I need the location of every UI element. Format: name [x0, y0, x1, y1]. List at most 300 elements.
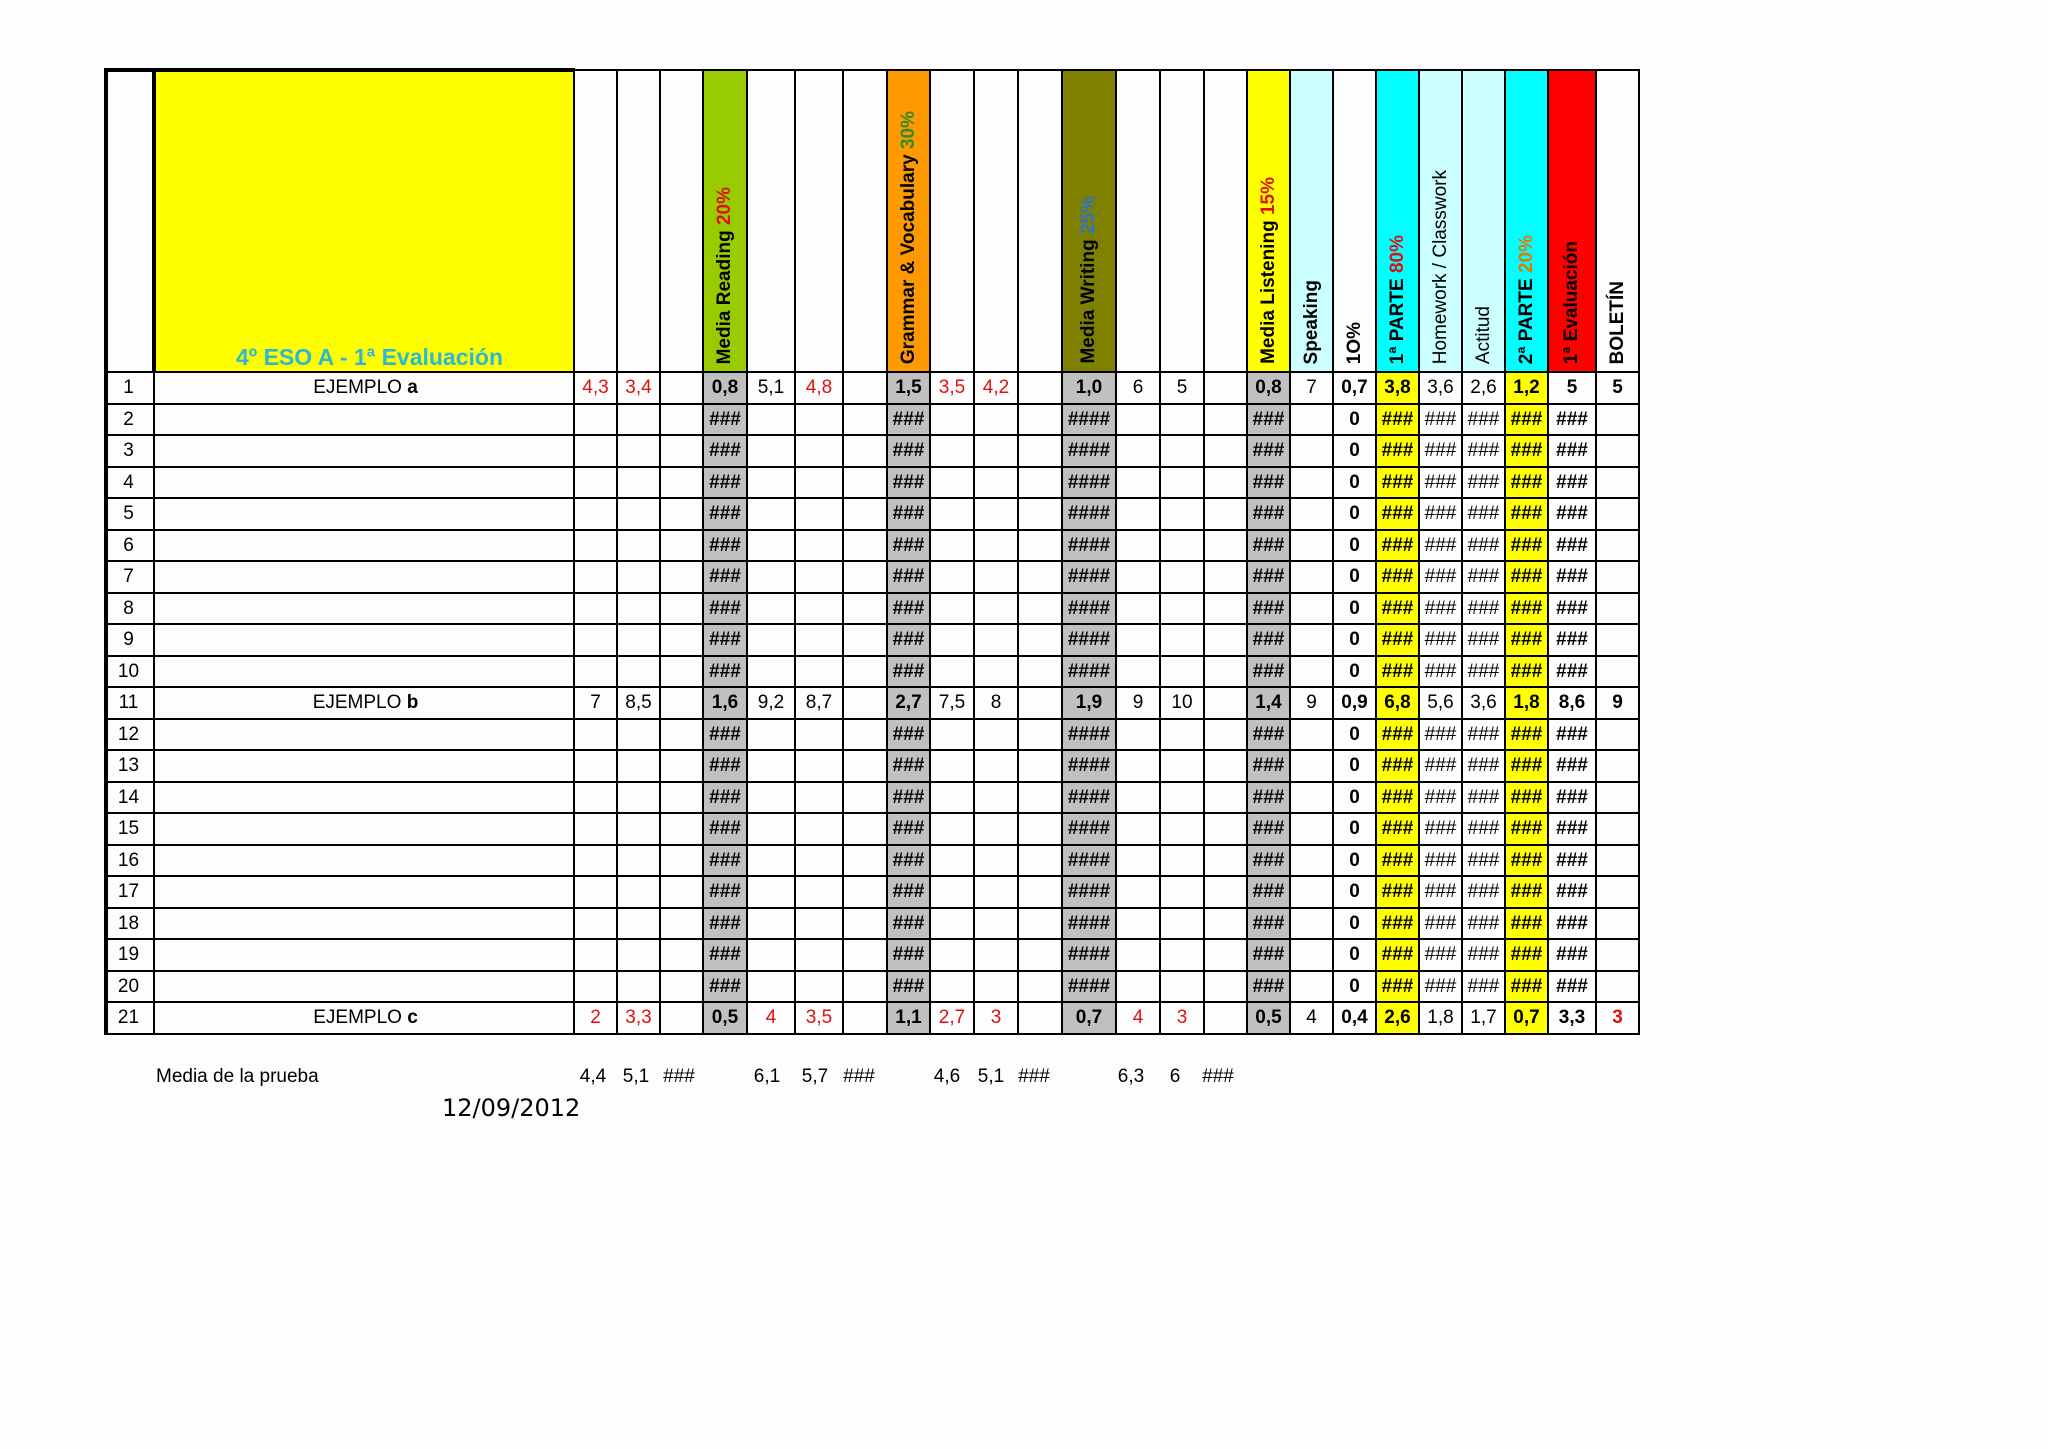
speaking-value[interactable] [1290, 782, 1333, 814]
actitud-value[interactable]: ### [1462, 813, 1505, 845]
ten-percent-value[interactable]: 0 [1333, 435, 1376, 467]
homework-value[interactable]: ### [1419, 656, 1462, 688]
listening-score-1[interactable] [1116, 624, 1160, 656]
reading-score-2[interactable] [617, 750, 660, 782]
boletin-value[interactable] [1596, 719, 1639, 751]
homework-value[interactable]: ### [1419, 845, 1462, 877]
writing-score-2[interactable] [974, 467, 1018, 499]
listening-score-1[interactable] [1116, 561, 1160, 593]
reading-score-2[interactable]: 8,5 [617, 687, 660, 719]
ten-percent-value[interactable]: 0,4 [1333, 1002, 1376, 1034]
reading-score-2[interactable] [617, 813, 660, 845]
listening-score-2[interactable] [1160, 750, 1204, 782]
media-reading-value[interactable]: ### [703, 404, 747, 436]
evaluacion-value[interactable]: ### [1548, 404, 1596, 436]
writing-score-2[interactable] [974, 939, 1018, 971]
listening-score-2[interactable] [1160, 782, 1204, 814]
media-listening-value[interactable]: ### [1247, 498, 1290, 530]
grammar-score-3[interactable] [843, 971, 887, 1003]
listening-score-1[interactable] [1116, 498, 1160, 530]
listening-score-3[interactable] [1204, 530, 1247, 562]
writing-score-1[interactable]: 7,5 [930, 687, 974, 719]
listening-score-3[interactable] [1204, 750, 1247, 782]
grammar-value[interactable]: ### [887, 435, 930, 467]
reading-score-1[interactable] [574, 404, 617, 436]
actitud-value[interactable]: ### [1462, 845, 1505, 877]
media-reading-value[interactable]: ### [703, 908, 747, 940]
speaking-value[interactable]: 4 [1290, 1002, 1333, 1034]
writing-score-2[interactable] [974, 404, 1018, 436]
writing-score-3[interactable] [1018, 372, 1062, 404]
homework-value[interactable]: ### [1419, 939, 1462, 971]
grammar-score-2[interactable] [795, 404, 843, 436]
actitud-value[interactable]: ### [1462, 876, 1505, 908]
media-reading-value[interactable]: ### [703, 971, 747, 1003]
actitud-value[interactable]: ### [1462, 782, 1505, 814]
media-writing-value[interactable]: #### [1062, 813, 1116, 845]
grammar-value[interactable]: ### [887, 750, 930, 782]
writing-score-2[interactable]: 3 [974, 1002, 1018, 1034]
grammar-score-2[interactable] [795, 876, 843, 908]
grammar-score-3[interactable] [843, 656, 887, 688]
media-writing-value[interactable]: #### [1062, 593, 1116, 625]
parte-2-value[interactable]: ### [1505, 845, 1548, 877]
listening-score-1[interactable] [1116, 782, 1160, 814]
grammar-score-2[interactable] [795, 719, 843, 751]
grammar-score-2[interactable] [795, 498, 843, 530]
grammar-value[interactable]: ### [887, 782, 930, 814]
grammar-value[interactable]: ### [887, 876, 930, 908]
grammar-score-1[interactable]: 5,1 [747, 372, 795, 404]
media-listening-value[interactable]: ### [1247, 467, 1290, 499]
parte-2-value[interactable]: ### [1505, 719, 1548, 751]
student-name-cell[interactable] [154, 813, 574, 845]
grammar-value[interactable]: 1,1 [887, 1002, 930, 1034]
listening-score-2[interactable] [1160, 656, 1204, 688]
grammar-value[interactable]: ### [887, 719, 930, 751]
reading-score-2[interactable] [617, 624, 660, 656]
reading-score-1[interactable] [574, 813, 617, 845]
homework-value[interactable]: ### [1419, 813, 1462, 845]
media-listening-value[interactable]: 0,8 [1247, 372, 1290, 404]
student-name-cell[interactable] [154, 372, 574, 404]
reading-score-1[interactable] [574, 750, 617, 782]
listening-score-1[interactable]: 4 [1116, 1002, 1160, 1034]
speaking-value[interactable] [1290, 498, 1333, 530]
parte-2-value[interactable]: ### [1505, 971, 1548, 1003]
ten-percent-value[interactable]: 0,9 [1333, 687, 1376, 719]
media-writing-value[interactable]: #### [1062, 467, 1116, 499]
writing-score-1[interactable] [930, 971, 974, 1003]
media-listening-value[interactable]: ### [1247, 404, 1290, 436]
listening-score-2[interactable] [1160, 719, 1204, 751]
writing-score-1[interactable] [930, 750, 974, 782]
reading-score-2[interactable] [617, 561, 660, 593]
listening-score-1[interactable] [1116, 971, 1160, 1003]
reading-score-2[interactable] [617, 971, 660, 1003]
media-reading-value[interactable]: ### [703, 750, 747, 782]
listening-score-3[interactable] [1204, 624, 1247, 656]
listening-score-1[interactable] [1116, 845, 1160, 877]
writing-score-2[interactable] [974, 876, 1018, 908]
reading-score-1[interactable] [574, 530, 617, 562]
grammar-score-1[interactable] [747, 782, 795, 814]
grammar-score-3[interactable] [843, 876, 887, 908]
writing-score-3[interactable] [1018, 624, 1062, 656]
speaking-value[interactable] [1290, 404, 1333, 436]
grammar-score-3[interactable] [843, 1002, 887, 1034]
media-listening-value[interactable]: 1,4 [1247, 687, 1290, 719]
listening-score-1[interactable] [1116, 404, 1160, 436]
parte-2-value[interactable]: ### [1505, 530, 1548, 562]
evaluacion-value[interactable]: ### [1548, 624, 1596, 656]
parte-2-value[interactable]: ### [1505, 624, 1548, 656]
writing-score-2[interactable] [974, 782, 1018, 814]
reading-score-2[interactable] [617, 939, 660, 971]
boletin-value[interactable] [1596, 435, 1639, 467]
grammar-score-2[interactable]: 4,8 [795, 372, 843, 404]
boletin-value[interactable]: 3 [1596, 1002, 1639, 1034]
media-reading-value[interactable]: ### [703, 530, 747, 562]
writing-score-3[interactable] [1018, 1002, 1062, 1034]
evaluacion-value[interactable]: ### [1548, 845, 1596, 877]
student-name-cell[interactable] [154, 876, 574, 908]
grammar-score-2[interactable] [795, 561, 843, 593]
writing-score-2[interactable] [974, 656, 1018, 688]
media-writing-value[interactable]: #### [1062, 782, 1116, 814]
writing-score-1[interactable] [930, 656, 974, 688]
reading-score-1[interactable] [574, 656, 617, 688]
ten-percent-value[interactable]: 0 [1333, 467, 1376, 499]
boletin-value[interactable] [1596, 939, 1639, 971]
evaluacion-value[interactable]: ### [1548, 782, 1596, 814]
listening-score-2[interactable] [1160, 908, 1204, 940]
listening-score-2[interactable] [1160, 939, 1204, 971]
writing-score-2[interactable] [974, 813, 1018, 845]
grammar-score-1[interactable]: 4 [747, 1002, 795, 1034]
grammar-score-3[interactable] [843, 782, 887, 814]
student-name-cell[interactable] [154, 404, 574, 436]
ten-percent-value[interactable]: 0 [1333, 404, 1376, 436]
listening-score-1[interactable]: 9 [1116, 687, 1160, 719]
parte-2-value[interactable]: ### [1505, 813, 1548, 845]
media-reading-value[interactable]: ### [703, 813, 747, 845]
grammar-score-1[interactable] [747, 719, 795, 751]
speaking-value[interactable] [1290, 467, 1333, 499]
grammar-score-2[interactable] [795, 435, 843, 467]
actitud-value[interactable]: 1,7 [1462, 1002, 1505, 1034]
boletin-value[interactable] [1596, 530, 1639, 562]
ten-percent-value[interactable]: 0 [1333, 971, 1376, 1003]
student-name-cell[interactable] [154, 908, 574, 940]
media-reading-value[interactable]: ### [703, 719, 747, 751]
media-reading-value[interactable]: ### [703, 561, 747, 593]
parte-1-value[interactable]: ### [1376, 845, 1419, 877]
media-writing-value[interactable]: #### [1062, 435, 1116, 467]
speaking-value[interactable] [1290, 750, 1333, 782]
parte-2-value[interactable]: ### [1505, 467, 1548, 499]
listening-score-1[interactable]: 6 [1116, 372, 1160, 404]
grammar-score-2[interactable] [795, 845, 843, 877]
evaluacion-value[interactable]: ### [1548, 561, 1596, 593]
listening-score-3[interactable] [1204, 435, 1247, 467]
grammar-score-1[interactable] [747, 939, 795, 971]
parte-2-value[interactable]: ### [1505, 561, 1548, 593]
media-listening-value[interactable]: ### [1247, 971, 1290, 1003]
writing-score-1[interactable] [930, 624, 974, 656]
listening-score-2[interactable] [1160, 498, 1204, 530]
writing-score-3[interactable] [1018, 404, 1062, 436]
reading-score-2[interactable] [617, 404, 660, 436]
actitud-value[interactable]: ### [1462, 561, 1505, 593]
media-listening-value[interactable]: ### [1247, 845, 1290, 877]
reading-score-3[interactable] [660, 750, 703, 782]
listening-score-3[interactable] [1204, 687, 1247, 719]
homework-value[interactable]: ### [1419, 530, 1462, 562]
ten-percent-value[interactable]: 0 [1333, 624, 1376, 656]
reading-score-1[interactable] [574, 467, 617, 499]
student-name-cell[interactable] [154, 750, 574, 782]
media-writing-value[interactable]: #### [1062, 561, 1116, 593]
reading-score-3[interactable] [660, 971, 703, 1003]
media-reading-value[interactable]: ### [703, 467, 747, 499]
speaking-value[interactable] [1290, 971, 1333, 1003]
media-reading-value[interactable]: 0,8 [703, 372, 747, 404]
ten-percent-value[interactable]: 0 [1333, 593, 1376, 625]
evaluacion-value[interactable]: 3,3 [1548, 1002, 1596, 1034]
media-listening-value[interactable]: ### [1247, 908, 1290, 940]
homework-value[interactable]: ### [1419, 908, 1462, 940]
actitud-value[interactable]: ### [1462, 530, 1505, 562]
actitud-value[interactable]: ### [1462, 624, 1505, 656]
grammar-score-1[interactable] [747, 845, 795, 877]
media-reading-value[interactable]: ### [703, 593, 747, 625]
listening-score-1[interactable] [1116, 876, 1160, 908]
actitud-value[interactable]: ### [1462, 656, 1505, 688]
listening-score-2[interactable] [1160, 467, 1204, 499]
listening-score-2[interactable] [1160, 404, 1204, 436]
grammar-score-3[interactable] [843, 939, 887, 971]
writing-score-2[interactable] [974, 593, 1018, 625]
listening-score-3[interactable] [1204, 1002, 1247, 1034]
listening-score-3[interactable] [1204, 498, 1247, 530]
boletin-value[interactable]: 5 [1596, 372, 1639, 404]
ten-percent-value[interactable]: 0,7 [1333, 372, 1376, 404]
writing-score-3[interactable] [1018, 467, 1062, 499]
speaking-value[interactable] [1290, 719, 1333, 751]
listening-score-2[interactable]: 3 [1160, 1002, 1204, 1034]
parte-2-value[interactable]: ### [1505, 656, 1548, 688]
speaking-value[interactable] [1290, 813, 1333, 845]
media-reading-value[interactable]: ### [703, 624, 747, 656]
student-name-cell[interactable] [154, 435, 574, 467]
student-name-cell[interactable] [154, 845, 574, 877]
grammar-score-3[interactable] [843, 750, 887, 782]
media-writing-value[interactable]: #### [1062, 530, 1116, 562]
writing-score-1[interactable] [930, 719, 974, 751]
grammar-score-3[interactable] [843, 530, 887, 562]
evaluacion-value[interactable]: ### [1548, 908, 1596, 940]
reading-score-3[interactable] [660, 782, 703, 814]
parte-2-value[interactable]: 1,8 [1505, 687, 1548, 719]
parte-1-value[interactable]: ### [1376, 939, 1419, 971]
listening-score-3[interactable] [1204, 372, 1247, 404]
media-listening-value[interactable]: ### [1247, 593, 1290, 625]
writing-score-1[interactable] [930, 876, 974, 908]
homework-value[interactable]: ### [1419, 435, 1462, 467]
parte-1-value[interactable]: ### [1376, 908, 1419, 940]
writing-score-3[interactable] [1018, 719, 1062, 751]
speaking-value[interactable] [1290, 624, 1333, 656]
listening-score-1[interactable] [1116, 530, 1160, 562]
homework-value[interactable]: 5,6 [1419, 687, 1462, 719]
reading-score-2[interactable] [617, 845, 660, 877]
actitud-value[interactable]: ### [1462, 404, 1505, 436]
actitud-value[interactable]: ### [1462, 939, 1505, 971]
reading-score-2[interactable] [617, 593, 660, 625]
boletin-value[interactable] [1596, 876, 1639, 908]
writing-score-2[interactable] [974, 971, 1018, 1003]
actitud-value[interactable]: ### [1462, 719, 1505, 751]
reading-score-1[interactable] [574, 624, 617, 656]
parte-2-value[interactable]: ### [1505, 593, 1548, 625]
writing-score-3[interactable] [1018, 845, 1062, 877]
writing-score-1[interactable] [930, 435, 974, 467]
listening-score-2[interactable] [1160, 624, 1204, 656]
evaluacion-value[interactable]: ### [1548, 750, 1596, 782]
parte-1-value[interactable]: ### [1376, 435, 1419, 467]
media-reading-value[interactable]: ### [703, 435, 747, 467]
listening-score-1[interactable] [1116, 750, 1160, 782]
media-reading-value[interactable]: ### [703, 939, 747, 971]
parte-2-value[interactable]: 0,7 [1505, 1002, 1548, 1034]
grammar-score-3[interactable] [843, 372, 887, 404]
reading-score-2[interactable] [617, 435, 660, 467]
grammar-score-3[interactable] [843, 687, 887, 719]
grammar-score-1[interactable] [747, 435, 795, 467]
writing-score-3[interactable] [1018, 782, 1062, 814]
grammar-value[interactable]: ### [887, 813, 930, 845]
reading-score-1[interactable] [574, 908, 617, 940]
parte-1-value[interactable]: ### [1376, 561, 1419, 593]
grammar-score-3[interactable] [843, 467, 887, 499]
grammar-score-2[interactable]: 8,7 [795, 687, 843, 719]
evaluacion-value[interactable]: ### [1548, 971, 1596, 1003]
media-listening-value[interactable]: ### [1247, 530, 1290, 562]
media-listening-value[interactable]: ### [1247, 876, 1290, 908]
homework-value[interactable]: 3,6 [1419, 372, 1462, 404]
media-listening-value[interactable]: ### [1247, 435, 1290, 467]
writing-score-3[interactable] [1018, 561, 1062, 593]
parte-2-value[interactable]: 1,2 [1505, 372, 1548, 404]
writing-score-2[interactable]: 8 [974, 687, 1018, 719]
listening-score-2[interactable] [1160, 530, 1204, 562]
student-name-cell[interactable] [154, 530, 574, 562]
reading-score-3[interactable] [660, 845, 703, 877]
reading-score-1[interactable] [574, 971, 617, 1003]
grammar-score-2[interactable] [795, 908, 843, 940]
reading-score-2[interactable] [617, 467, 660, 499]
writing-score-3[interactable] [1018, 813, 1062, 845]
grammar-score-3[interactable] [843, 908, 887, 940]
writing-score-1[interactable] [930, 845, 974, 877]
reading-score-3[interactable] [660, 719, 703, 751]
writing-score-2[interactable] [974, 719, 1018, 751]
listening-score-2[interactable]: 10 [1160, 687, 1204, 719]
reading-score-1[interactable] [574, 939, 617, 971]
listening-score-2[interactable] [1160, 593, 1204, 625]
boletin-value[interactable] [1596, 908, 1639, 940]
boletin-value[interactable] [1596, 782, 1639, 814]
media-listening-value[interactable]: ### [1247, 719, 1290, 751]
media-writing-value[interactable]: 1,0 [1062, 372, 1116, 404]
grammar-value[interactable]: 1,5 [887, 372, 930, 404]
writing-score-1[interactable] [930, 782, 974, 814]
grammar-value[interactable]: ### [887, 467, 930, 499]
listening-score-2[interactable] [1160, 435, 1204, 467]
media-writing-value[interactable]: 0,7 [1062, 1002, 1116, 1034]
homework-value[interactable]: ### [1419, 719, 1462, 751]
writing-score-3[interactable] [1018, 687, 1062, 719]
reading-score-1[interactable] [574, 782, 617, 814]
grammar-score-1[interactable] [747, 593, 795, 625]
writing-score-1[interactable] [930, 404, 974, 436]
parte-1-value[interactable]: ### [1376, 467, 1419, 499]
evaluacion-value[interactable]: ### [1548, 498, 1596, 530]
evaluacion-value[interactable]: ### [1548, 876, 1596, 908]
parte-2-value[interactable]: ### [1505, 876, 1548, 908]
grammar-score-2[interactable] [795, 971, 843, 1003]
reading-score-1[interactable] [574, 561, 617, 593]
media-writing-value[interactable]: #### [1062, 719, 1116, 751]
homework-value[interactable]: ### [1419, 498, 1462, 530]
boletin-value[interactable] [1596, 498, 1639, 530]
evaluacion-value[interactable]: ### [1548, 939, 1596, 971]
actitud-value[interactable]: ### [1462, 498, 1505, 530]
grammar-score-1[interactable] [747, 750, 795, 782]
listening-score-3[interactable] [1204, 593, 1247, 625]
media-reading-value[interactable]: ### [703, 876, 747, 908]
grammar-score-2[interactable] [795, 939, 843, 971]
listening-score-3[interactable] [1204, 813, 1247, 845]
listening-score-3[interactable] [1204, 782, 1247, 814]
homework-value[interactable]: ### [1419, 624, 1462, 656]
media-listening-value[interactable]: ### [1247, 656, 1290, 688]
listening-score-3[interactable] [1204, 719, 1247, 751]
student-name-cell[interactable] [154, 939, 574, 971]
reading-score-3[interactable] [660, 876, 703, 908]
parte-2-value[interactable]: ### [1505, 939, 1548, 971]
listening-score-3[interactable] [1204, 845, 1247, 877]
grammar-score-2[interactable] [795, 750, 843, 782]
media-reading-value[interactable]: ### [703, 845, 747, 877]
listening-score-1[interactable] [1116, 939, 1160, 971]
student-name-cell[interactable] [154, 467, 574, 499]
listening-score-3[interactable] [1204, 561, 1247, 593]
ten-percent-value[interactable]: 0 [1333, 750, 1376, 782]
grammar-score-3[interactable] [843, 845, 887, 877]
reading-score-1[interactable] [574, 435, 617, 467]
speaking-value[interactable]: 9 [1290, 687, 1333, 719]
grammar-score-2[interactable] [795, 624, 843, 656]
evaluacion-value[interactable]: ### [1548, 467, 1596, 499]
listening-score-3[interactable] [1204, 908, 1247, 940]
media-reading-value[interactable]: 1,6 [703, 687, 747, 719]
listening-score-3[interactable] [1204, 404, 1247, 436]
grammar-score-3[interactable] [843, 624, 887, 656]
boletin-value[interactable] [1596, 467, 1639, 499]
actitud-value[interactable]: ### [1462, 908, 1505, 940]
